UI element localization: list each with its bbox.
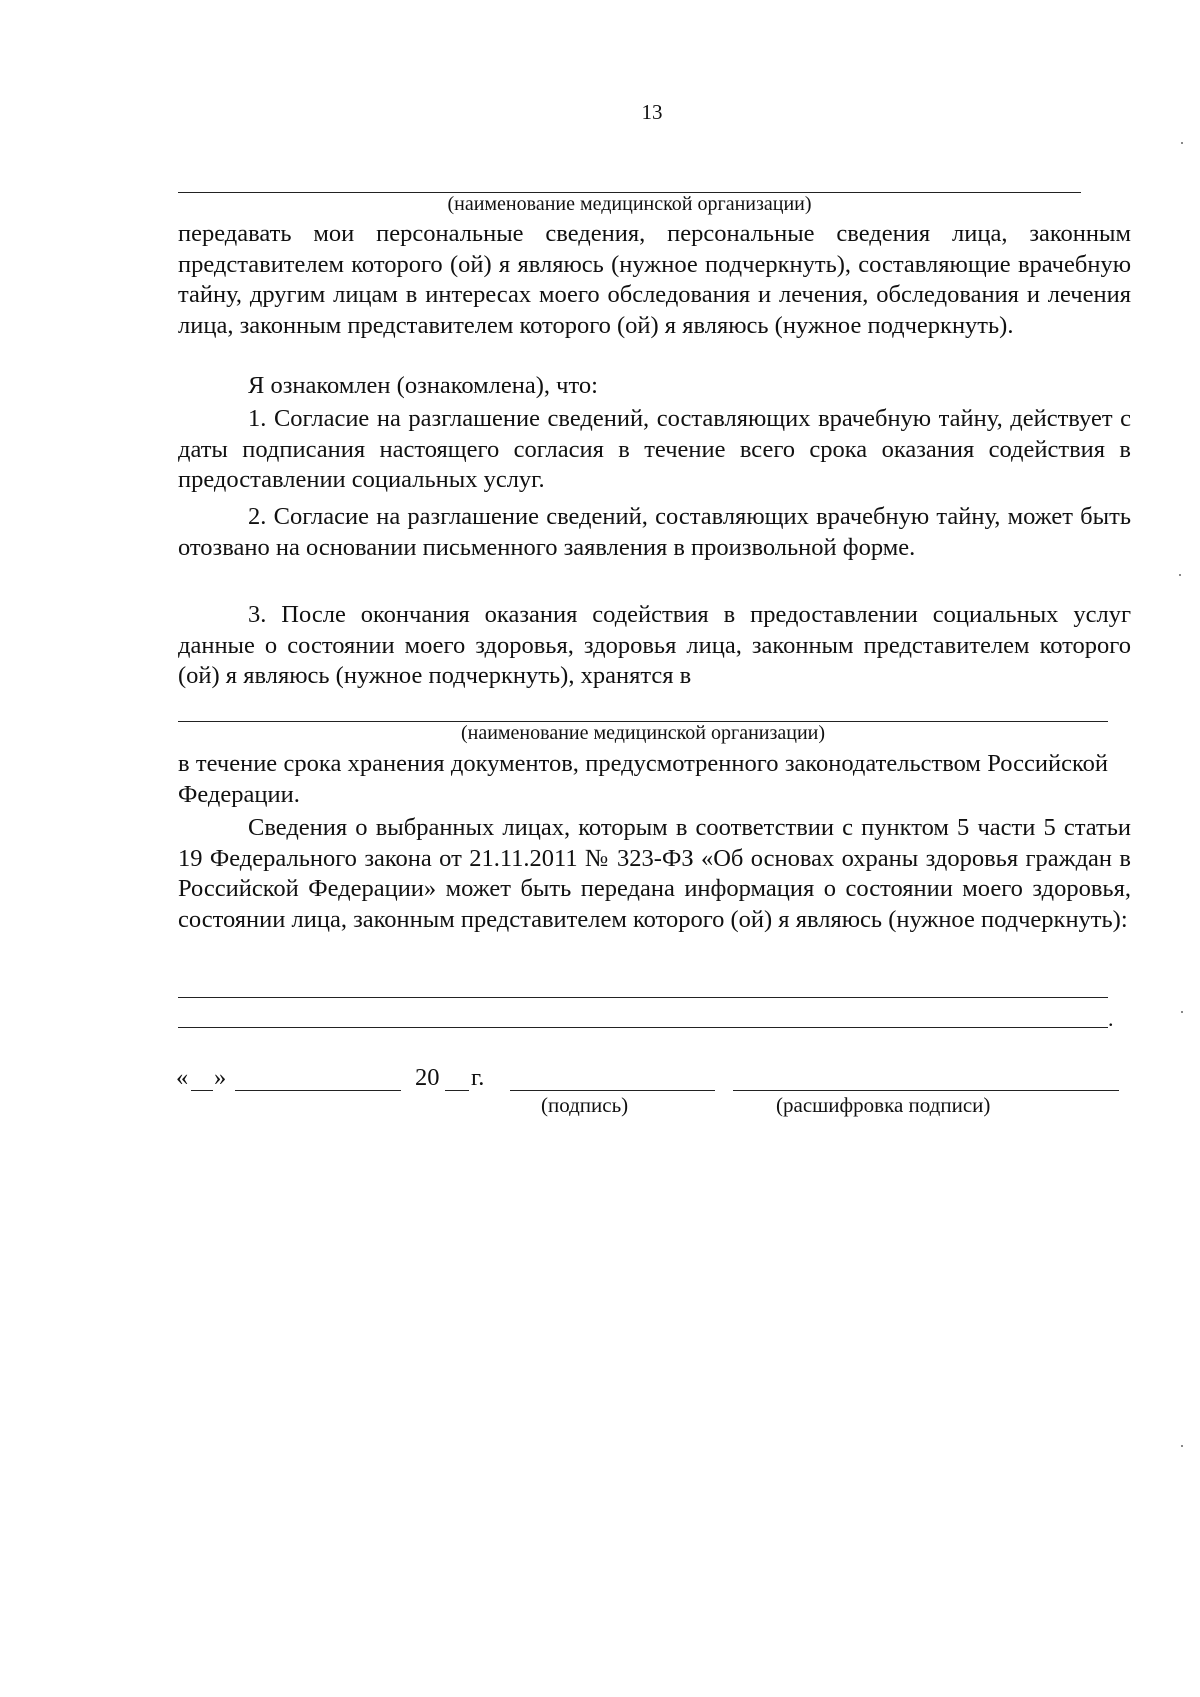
selected-persons-line-end: .	[1108, 1006, 1114, 1031]
scan-speck	[1179, 574, 1181, 576]
consent-revocation-item: 2. Согласие на разглашение сведений, составляющих врачебную тайну, может быть отозвано на основании письменного заявления в произвольной форме.	[178, 503, 1131, 561]
date-century: 20	[415, 1064, 440, 1091]
consent-term-item: 1. Согласие на разглашение сведений, составляющих врачебную тайну, действует с даты подписания настоящего согласия в течение всего срока оказания содействия в предоставлении социальных услуг.	[178, 405, 1131, 493]
selected-persons-line-2	[178, 1027, 1108, 1028]
data-storage-item: 3. После окончания оказания содействия в предоставлении социальных услуг данные о состоянии моего здоровья, здоровья лица, законным представителем которого (ой) я являюсь (нужное подчеркнуть), хранятся в	[178, 601, 1131, 689]
organization-name-caption: (наименование медицинской организации)	[447, 193, 812, 215]
date-quote-close: »	[214, 1064, 227, 1091]
scan-speck	[1181, 142, 1183, 144]
consent-transfer-paragraph: передавать мои персональные сведения, персональные сведения лица, законным представителем которого (ой) я являюсь (нужное подчеркнуть), составляющие врачебную тайну, другим лицам в интересах моего обследования и лечения, обследования и лечения лица, законным представителем которого (ой) я являюсь (нужное подчеркнуть).	[178, 220, 1131, 339]
selected-persons-line-1	[178, 997, 1108, 998]
signature-line	[510, 1090, 715, 1091]
organization-name-caption-2: (наименование медицинской организации)	[460, 722, 826, 744]
selected-persons-paragraph: Сведения о выбранных лицах, которым в соответствии с пунктом 5 части 5 статьи 19 Федерального закона от 21.11.2011 № 323-ФЗ «Об основах охраны здоровья граждан в Российской Федерации» может быть передана информация о состоянии моего здоровья, состоянии лица, законным представителем которого (ой) я являюсь (нужное подчеркнуть):	[178, 814, 1131, 933]
date-year-suffix: г.	[471, 1064, 485, 1091]
scan-speck	[1181, 1011, 1183, 1013]
date-day-blank	[191, 1090, 213, 1091]
scan-speck	[1181, 1445, 1183, 1447]
date-month-blank	[235, 1090, 401, 1091]
date-year-blank	[445, 1090, 469, 1091]
date-quote-open: «	[176, 1064, 189, 1091]
page-number: 13	[641, 100, 663, 124]
storage-period-paragraph: в течение срока хранения документов, предусмотренного законодательством Российской Федерации.	[178, 750, 1108, 808]
signature-decryption-caption: (расшифровка подписи)	[776, 1093, 991, 1117]
signature-caption: (подпись)	[541, 1093, 629, 1117]
acquainted-paragraph: Я ознакомлен (ознакомлена), что:	[248, 372, 598, 399]
signature-decryption-line	[733, 1090, 1119, 1091]
